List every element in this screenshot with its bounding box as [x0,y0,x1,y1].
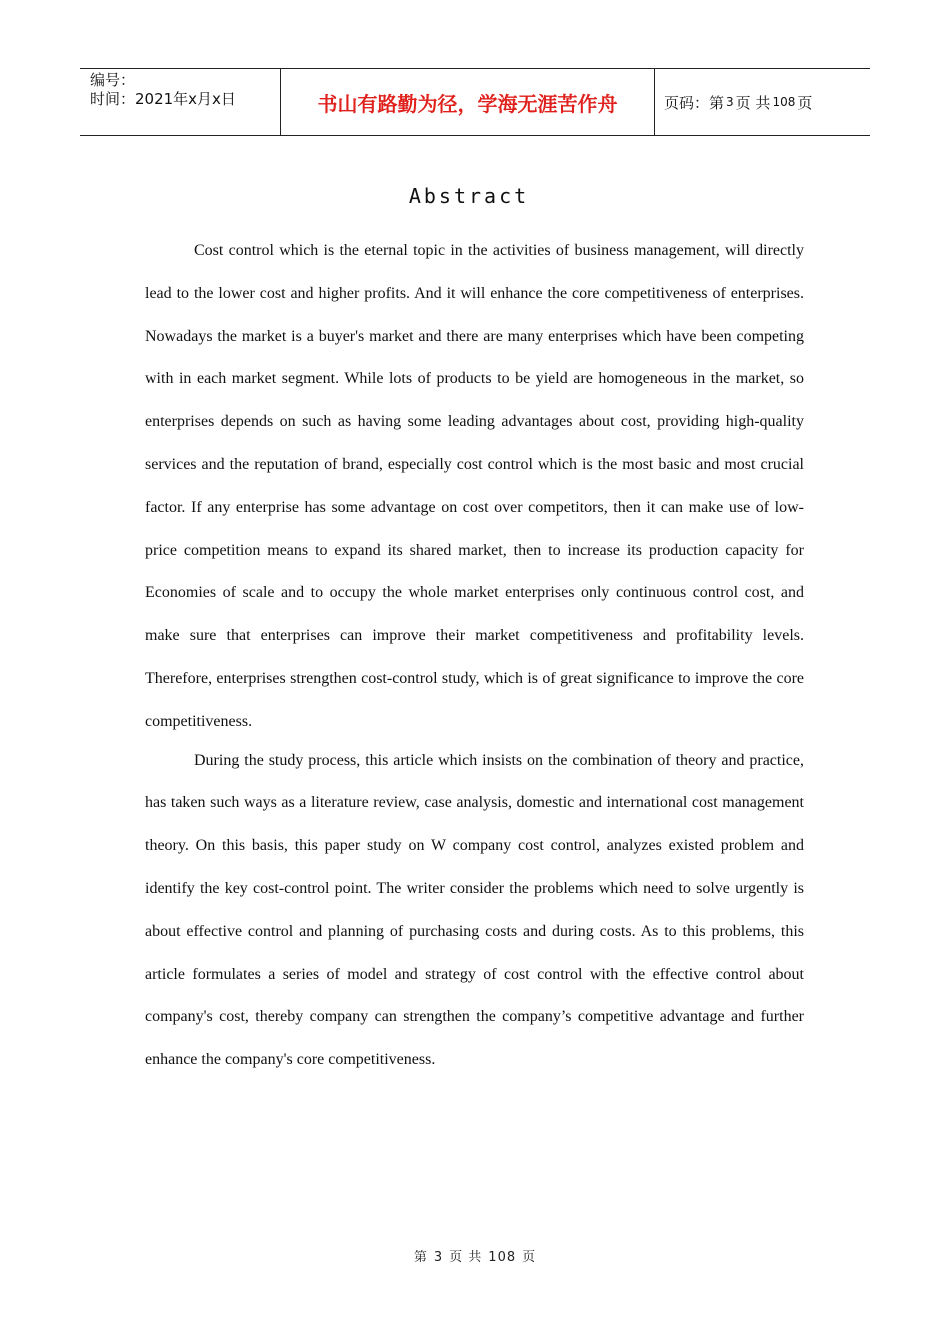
header-page-prefix: 页码：第 [664,93,725,112]
header-page-info [655,69,870,135]
abstract-title: Abstract [408,184,530,208]
footer-suffix: 页 [522,1250,537,1265]
abstract-paragraph-2: During the study process, this article which insists on the combination of theory and practice, has taken such ways as a literature review, case analysis, domestic and international cost management theory. On this basis, this paper study on W company cost control, analyzes existed problem and identify the key cost-control point. The writer consider the problems which need to solve urgently is about effective control and planning of purchasing costs and during costs. As to this problems, this article formulates a series of model and strategy of cost control with the effective control about company's cost, thereby company can strengthen the company’s competitive advantage and further enhance the company's core competitiveness. [145,751,804,1069]
header-page-suffix: 页 [797,93,813,112]
document-number-label: 编号： [90,71,136,89]
abstract-paragraph-1: Cost control which is the eternal topic in the activities of business management, will directly lead to the lower cost and higher profits. And it will enhance the core competitiveness of enterprises. Nowadays the market is a buyer's market and there are many enterprises which have been competing with in each market segment. While lots of products to be yield are homogeneous in the market, so enterprises depends on such as having some leading advantages about cost, providing high-quality services and the reputation of brand, especially cost control which is the most basic and most crucial factor. If any enterprise has some advantage on cost over competitors, then it can make use of low-price competition means to expand its shared market, then to increase its production capacity for Economies of scale and to occupy the whole market enterprises only continuous control cost, and make sure that enterprises can improve their market competitiveness and profitability levels. Therefore, enterprises strengthen cost-control study, which is of great significance to improve the core competitiveness. [145,242,804,730]
page-footer [0,1246,950,1265]
footer-prefix: 第 [413,1250,428,1265]
document-time-label: 时间：2021年x月x日 [90,90,236,108]
header-meta [80,69,281,135]
header-motto: 书山有路勤为径，学海无涯苦作舟 [281,69,655,135]
header-page-current: 3 [726,95,734,109]
footer-mid: 页 共 [449,1250,483,1265]
abstract-body [145,230,804,1082]
footer-page-current: 3 [433,1250,444,1265]
footer-page-total: 108 [488,1250,517,1265]
page-header [80,68,870,136]
header-page-mid: 页 共 [735,93,771,112]
header-page-total: 108 [772,95,796,109]
